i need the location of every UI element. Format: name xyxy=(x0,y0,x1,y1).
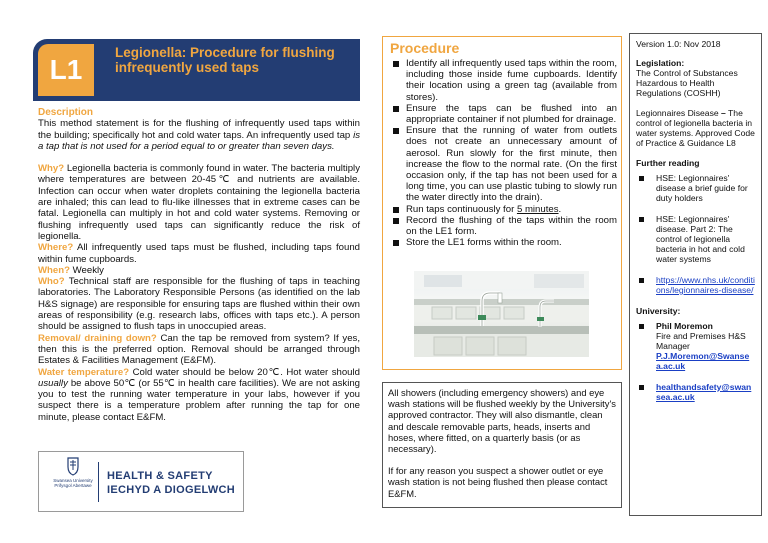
showers-panel xyxy=(382,382,622,508)
version-label: Version 1.0: Nov 2018 xyxy=(636,39,721,49)
health-safety-logo xyxy=(38,451,244,512)
bullet-icon xyxy=(639,385,644,390)
procedure-step: Record the flushing of the taps within the room on the LE1 form. xyxy=(391,215,617,237)
procedure-step: Ensure that the running of water from outlets does not create an unnecessary amount of aerosol. Run slowly for the first minute, then increase the flow to the normal rate. (On the first occasion only, if the tap has not been used for a long time, you can use plastic tubing to slowly run the water directly into the drain). xyxy=(391,125,617,203)
why-section xyxy=(38,163,360,242)
bullet-icon xyxy=(393,218,399,224)
contact-list xyxy=(636,321,755,402)
contact-item xyxy=(636,382,755,402)
who-label: Who? xyxy=(38,276,65,288)
reading-item xyxy=(636,275,755,295)
removal-section xyxy=(38,333,360,367)
where-section xyxy=(38,242,360,265)
further-reading-list xyxy=(636,173,755,295)
showers-contact-text: If for any reason you suspect a shower outlet or eye wash station is not being flushed then please contact E&FM. xyxy=(388,465,608,499)
team-email-link[interactable]: healthandsafety@swansea.ac.uk xyxy=(656,382,752,402)
bullet-icon xyxy=(639,324,644,329)
reference-sidebar xyxy=(629,33,762,516)
lab-sink-photo xyxy=(414,271,589,357)
bullet-icon xyxy=(393,106,399,112)
temperature-section xyxy=(38,367,360,423)
procedure-step: Ensure the taps can be flushed into an appropriate container if not plumbed for drainage. xyxy=(391,103,617,125)
contact-item xyxy=(636,321,755,371)
where-text: All infrequently used taps must be flushed, including taps found within fume cupboards. xyxy=(38,242,360,265)
contact-role: Fire and Premises H&S Manager xyxy=(656,331,746,351)
temperature-italic: usually xyxy=(38,377,68,389)
procedure-step: Run taps continuously for 5 minutes. xyxy=(391,204,617,215)
title-banner xyxy=(33,39,360,101)
showers-text: All showers (including emergency showers) and eye wash stations will be flushed weekly by the University's approved contractor. They will also dismantle, clean and descale removable parts, heads, inserts and hoses, where fitted, on a quarterly basis (or as necessary). xyxy=(388,387,616,455)
who-section xyxy=(38,276,360,332)
procedure-step: Identify all infrequently used taps within the room, including those inside fume cupboards. Identify their location using a green tag (available from stores). xyxy=(391,58,617,103)
when-label: When? xyxy=(38,264,70,276)
further-reading-heading: Further reading xyxy=(636,158,700,168)
removal-label: Removal/ draining down? xyxy=(38,332,157,344)
university-crest xyxy=(53,456,93,506)
unit-name-english: HEALTH & SAFETY xyxy=(107,470,213,482)
bullet-icon xyxy=(639,217,644,222)
university-heading: University: xyxy=(636,306,681,316)
legislation-heading: Legislation: xyxy=(636,58,685,68)
university-name: Swansea University xyxy=(53,478,93,483)
bullet-icon xyxy=(393,207,399,213)
where-label: Where? xyxy=(38,242,74,254)
description-section xyxy=(38,107,360,152)
removal-text: Can the tap be removed from system? If yes, then this is the preferred option. Removal should be arranged through Estates & Facilities Management (E&FM). xyxy=(38,332,360,367)
legislation-text: The Control of Substances Hazardous to Health Regulations (COSHH) xyxy=(636,68,738,98)
procedure-title: Procedure xyxy=(390,40,460,56)
procedure-panel xyxy=(382,36,622,370)
left-body xyxy=(38,107,360,423)
unit-name xyxy=(107,469,235,497)
university-name-welsh: Prifysgol Abertawe xyxy=(54,483,92,488)
temperature-text-2: be above 50℃ (or 55℃ in health care facilities). We are not asking you to test the running water temperature in your labs, however if you suspect there is a temperature problem after running the tap for one minute, please contact E&FM. xyxy=(38,377,360,423)
temperature-label: Water temperature? xyxy=(38,366,130,378)
crest-icon xyxy=(66,456,80,476)
acop-text: Legionnaires Disease – The control of legionella bacteria in water systems. Approved Code of Practice & Guidance L8 xyxy=(636,108,755,148)
description-heading: Description xyxy=(38,107,94,118)
procedure-step: Store the LE1 forms within the room. xyxy=(391,237,617,248)
contact-email-link[interactable]: P.J.Moremon@Swansea.ac.uk xyxy=(656,351,750,371)
when-section xyxy=(38,265,360,276)
who-text: Technical staff are responsible for the flushing of taps in teaching laboratories. The Laboratory Responsible Persons (as identified on the lab H&S signage) are responsible for ensuring taps are flushed within their own areas of responsibility (e.g. research labs, offices with taps etc.). A person should be assigned to flush taps in unoccupied areas. xyxy=(38,276,360,333)
bullet-icon xyxy=(393,240,399,246)
document-code: L1 xyxy=(38,44,94,96)
reading-item: HSE: Legionnaires' disease. Part 2: The control of legionella bacteria in hot and cold water systems xyxy=(636,214,755,264)
duration-underlined: 5 minutes xyxy=(516,203,559,215)
description-text: This method statement is for the flushing of infrequently used taps within the building; specifically hot and cold water taps. An infrequently used tap xyxy=(38,118,360,141)
unit-name-welsh: IECHYD A DIOGELWCH xyxy=(107,484,236,496)
bullet-icon xyxy=(639,176,644,181)
bullet-icon xyxy=(393,128,399,134)
page-title: Legionella: Procedure for flushing infrequently used taps xyxy=(115,45,335,75)
when-text: Weekly xyxy=(69,264,104,276)
logo-divider xyxy=(98,462,99,502)
contact-name: Phil Moremon xyxy=(656,321,713,331)
bullet-icon xyxy=(393,61,399,67)
lab-illustration xyxy=(414,271,589,357)
nhs-link[interactable]: https://www.nhs.uk/conditions/legionnaires-disease/ xyxy=(656,275,755,295)
why-label: Why? xyxy=(38,163,65,175)
temperature-text-1: Cold water should be below 20℃. Hot water should xyxy=(129,366,360,378)
description-italic: is a tap that is not used for a period equal to or greater than seven days. xyxy=(38,129,360,152)
procedure-steps xyxy=(391,58,617,248)
reading-item: HSE: Legionnaires' disease a brief guide for duty holders xyxy=(636,173,755,203)
why-text: Legionella bacteria is commonly found in water. The bacteria multiply where temperatures are between 20-45℃ and nutrients are available. Infection can occur when water droplets containing the legionella bacteria are inhaled; this can lead to flu-like illnesses that in extreme cases can be fatal. Legionella can multiply in hot and cold water systems. Removing or flushing infrequently used taps can significantly reduce the risk of legionella. xyxy=(38,163,360,242)
bullet-icon xyxy=(639,278,644,283)
